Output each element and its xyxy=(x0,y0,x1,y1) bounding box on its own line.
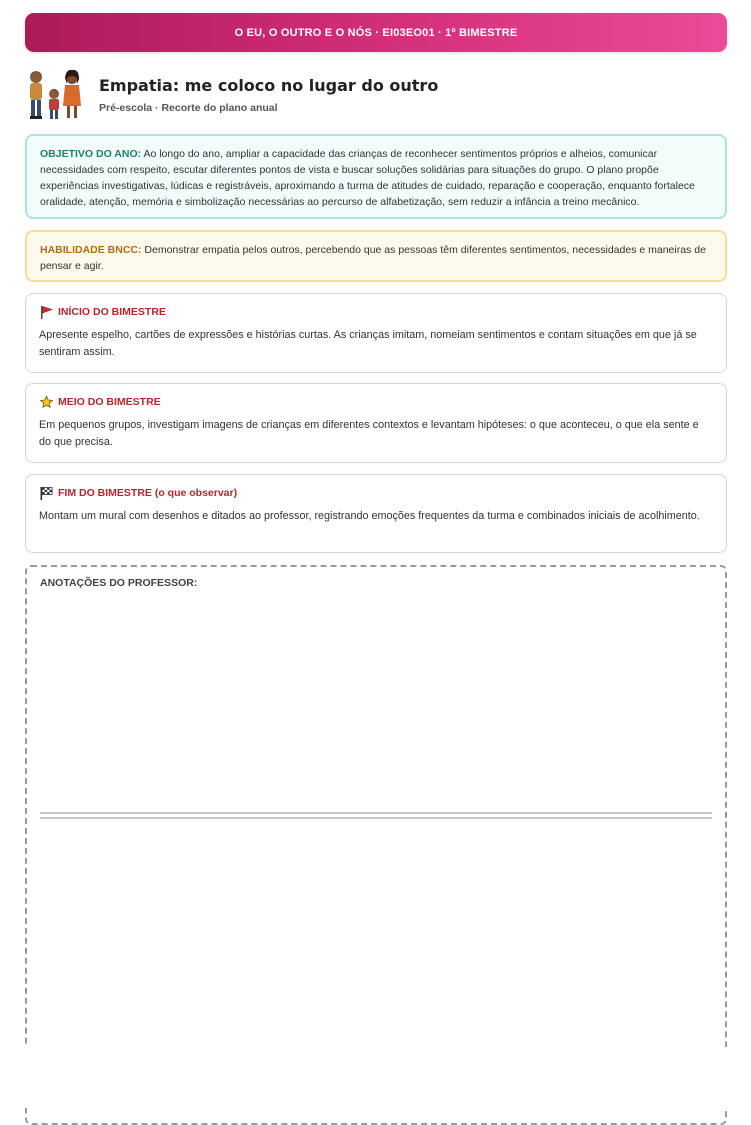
stage-card-start xyxy=(25,293,727,373)
red-flag-icon xyxy=(39,305,54,319)
habilidade-text: Demonstrar empatia pelos outros, percebendo que as pessoas têm diferentes sentimentos, necessidades e maneiras de pensar e agir. xyxy=(40,244,706,272)
stage-end-label: FIM DO BIMESTRE (o que observar) xyxy=(58,487,238,499)
stage-start-text: Apresente espelho, cartões de expressões e histórias curtas. As crianças imitam, nomeiam sentimentos e contam situações em que já se sentiram assim. xyxy=(39,329,697,358)
objective-box xyxy=(25,134,727,219)
star-icon xyxy=(39,395,54,409)
top-banner xyxy=(25,13,727,52)
page-title: Empatia: me coloco no lugar do outro xyxy=(99,76,439,95)
banner-text: O EU, O OUTRO E O NÓS · EI03EO01 · 1º BIMESTRE xyxy=(234,26,518,39)
page-bottom-margin xyxy=(0,1047,751,1108)
notes-divider xyxy=(40,812,712,814)
objective-text: Ao longo do ano, ampliar a capacidade das crianças de reconhecer sentimentos próprios e alheios, comunicar necessidades com respeito, escutar diferentes pontos de vista e buscar soluções solidárias para situações do grupo. O plano propõe experiências investigativas, lúdicas e registráveis, aproximando a turma de atitudes de cuidado, reparação e cooperação, enquanto fortalece oralidade, atenção, memória e simbolização necessárias ao percurso de alfabetização, sem reduzir a infância a treino mecânico. xyxy=(40,148,695,208)
stage-end-text: Montam um mural com desenhos e ditados ao professor, registrando emoções frequentes da turma e combinados iniciais de acolhimento. xyxy=(39,510,700,522)
stage-middle-label: MEIO DO BIMESTRE xyxy=(58,396,161,408)
page-subtitle: Pré-escola · Recorte do plano anual xyxy=(99,102,278,114)
habilidade-label: HABILIDADE BNCC: xyxy=(40,244,142,256)
checkered-flag-icon xyxy=(39,486,54,500)
objective-label: OBJETIVO DO ANO: xyxy=(40,148,142,160)
stage-card-end xyxy=(25,474,727,553)
teacher-notes-area[interactable] xyxy=(25,565,727,1125)
family-icon xyxy=(25,68,83,122)
habilidade-box xyxy=(25,230,727,282)
notes-divider-secondary xyxy=(40,817,712,819)
stage-middle-text: Em pequenos grupos, investigam imagens de crianças em diferentes contextos e levantam hipóteses: o que aconteceu, o que ela sente e do que precisa. xyxy=(39,419,699,448)
page-header xyxy=(25,68,727,122)
teacher-notes-label: ANOTAÇÕES DO PROFESSOR: xyxy=(40,577,198,589)
stage-card-middle xyxy=(25,383,727,463)
stage-start-label: INÍCIO DO BIMESTRE xyxy=(58,306,166,318)
